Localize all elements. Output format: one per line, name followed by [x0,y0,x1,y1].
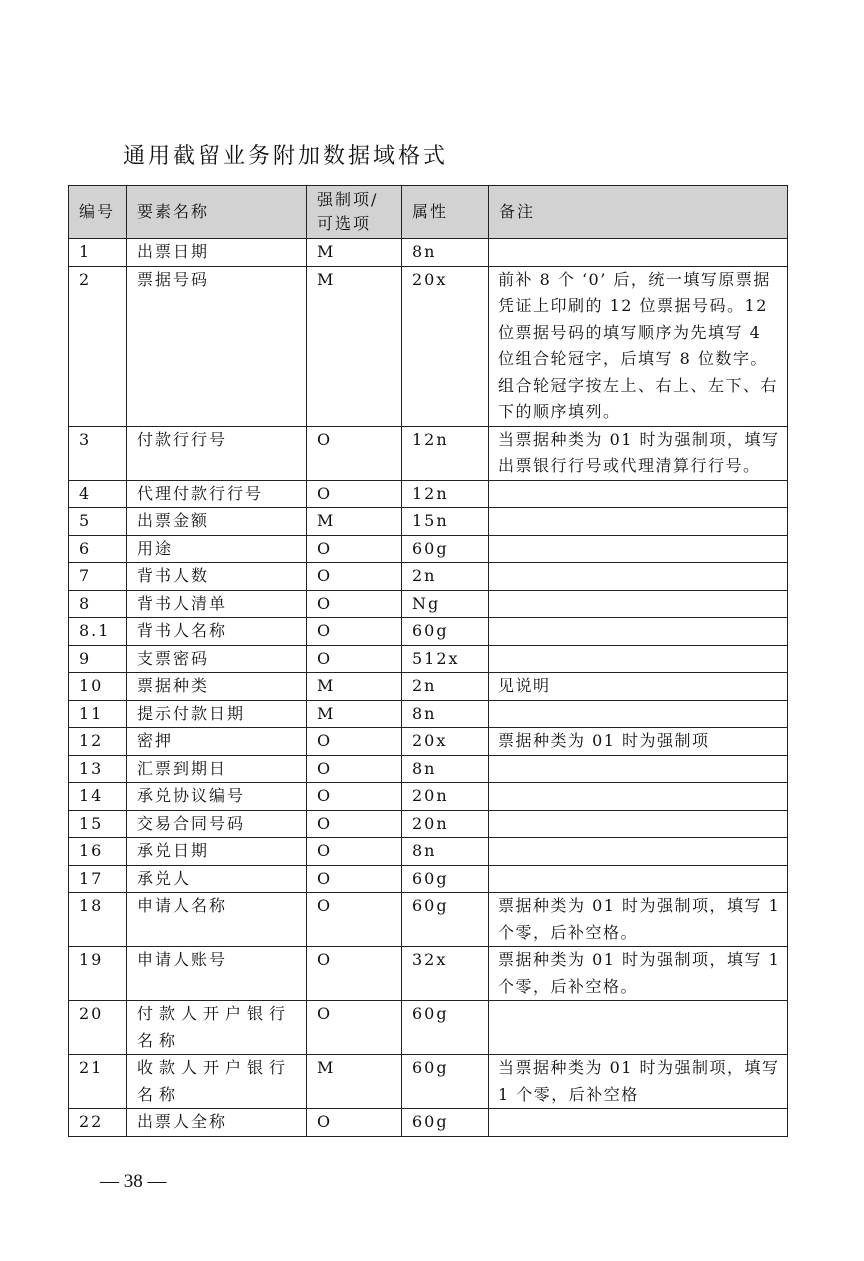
cell-name: 交易合同号码 [127,810,307,838]
table-body [69,239,788,1137]
cell-required: M [307,1055,402,1109]
cell-required: O [307,535,402,563]
cell-required: M [307,266,402,426]
cell-required: M [307,508,402,536]
cell-no: 21 [69,1055,127,1109]
cell-required: O [307,480,402,508]
cell-no: 14 [69,783,127,811]
cell-attr: 512x [402,645,489,673]
cell-no: 18 [69,893,127,947]
table-row [69,1055,788,1109]
table-row [69,535,788,563]
cell-attr: 8n [402,239,489,267]
table-row [69,590,788,618]
cell-note [489,508,788,536]
table-row [69,838,788,866]
cell-name: 付款人开户银行名称 [127,1001,307,1055]
cell-no: 2 [69,266,127,426]
cell-name: 承兑日期 [127,838,307,866]
cell-no: 17 [69,865,127,893]
cell-attr: 8n [402,838,489,866]
cell-required: O [307,1109,402,1137]
data-field-format-table [68,185,788,1137]
cell-required: M [307,673,402,701]
table-header [69,186,788,239]
cell-required: O [307,618,402,646]
cell-note [489,563,788,591]
cell-name: 出票人全称 [127,1109,307,1137]
cell-no: 12 [69,728,127,756]
cell-name: 申请人名称 [127,893,307,947]
cell-required: O [307,590,402,618]
table-header-row [69,186,788,239]
cell-no: 8 [69,590,127,618]
table-row [69,426,788,480]
page-title: 通用截留业务附加数据域格式 [123,144,449,169]
cell-required: O [307,1001,402,1055]
cell-attr: 2n [402,563,489,591]
header-no: 编号 [69,186,127,239]
cell-no: 16 [69,838,127,866]
cell-attr: 60g [402,893,489,947]
cell-note [489,480,788,508]
cell-note: 当票据种类为 01 时为强制项，填写出票银行行号或代理清算行行号。 [489,426,788,480]
cell-note [489,810,788,838]
cell-name: 出票日期 [127,239,307,267]
cell-name: 出票金额 [127,508,307,536]
cell-note: 当票据种类为 01 时为强制项，填写 1 个零，后补空格 [489,1055,788,1109]
cell-required: O [307,728,402,756]
cell-attr: 60g [402,618,489,646]
cell-note: 票据种类为 01 时为强制项 [489,728,788,756]
table-row [69,700,788,728]
table-row [69,673,788,701]
cell-note [489,755,788,783]
cell-name: 票据种类 [127,673,307,701]
cell-required: O [307,755,402,783]
cell-note [489,838,788,866]
cell-required: O [307,563,402,591]
cell-attr: 60g [402,1001,489,1055]
cell-required: O [307,838,402,866]
cell-attr: 15n [402,508,489,536]
table-row [69,865,788,893]
cell-no: 9 [69,645,127,673]
cell-required: M [307,239,402,267]
cell-note: 前补 8 个 ‘0’ 后，统一填写原票据凭证上印刷的 12 位票据号码。12 位票据号码的填写顺序为先填写 4 位组合轮冠字，后填写 8 位数字。组合轮冠字按左上、右上、左下、右下的顺序填列。 [489,266,788,426]
cell-required: O [307,426,402,480]
cell-note [489,783,788,811]
table-row [69,755,788,783]
cell-attr: 8n [402,700,489,728]
cell-required: O [307,865,402,893]
table-row [69,1109,788,1137]
cell-name: 付款行行号 [127,426,307,480]
cell-attr: 12n [402,480,489,508]
cell-attr: Ng [402,590,489,618]
cell-name: 密押 [127,728,307,756]
table-row [69,480,788,508]
cell-attr: 32x [402,947,489,1001]
cell-no: 8.1 [69,618,127,646]
table-row [69,645,788,673]
table-row [69,893,788,947]
table-row [69,266,788,426]
cell-attr: 60g [402,865,489,893]
cell-required: O [307,645,402,673]
cell-no: 5 [69,508,127,536]
cell-no: 4 [69,480,127,508]
cell-no: 15 [69,810,127,838]
table-row [69,1001,788,1055]
header-attr: 属性 [402,186,489,239]
cell-note [489,645,788,673]
cell-name: 代理付款行行号 [127,480,307,508]
cell-no: 20 [69,1001,127,1055]
cell-attr: 60g [402,1109,489,1137]
cell-name: 汇票到期日 [127,755,307,783]
cell-no: 22 [69,1109,127,1137]
cell-name: 背书人名称 [127,618,307,646]
cell-name: 承兑人 [127,865,307,893]
table-row [69,618,788,646]
cell-note [489,700,788,728]
cell-attr: 20x [402,266,489,426]
cell-note: 票据种类为 01 时为强制项，填写 1 个零，后补空格。 [489,893,788,947]
cell-name: 背书人清单 [127,590,307,618]
cell-no: 13 [69,755,127,783]
cell-note [489,1001,788,1055]
header-required: 强制项/可选项 [307,186,402,239]
cell-attr: 20x [402,728,489,756]
cell-note [489,590,788,618]
page-number: — 38 — [100,1171,167,1192]
cell-no: 1 [69,239,127,267]
cell-note [489,535,788,563]
table-row [69,728,788,756]
table-row [69,508,788,536]
table-row [69,563,788,591]
cell-attr: 20n [402,810,489,838]
cell-required: O [307,947,402,1001]
cell-required: O [307,783,402,811]
cell-note: 票据种类为 01 时为强制项，填写 1 个零，后补空格。 [489,947,788,1001]
cell-no: 10 [69,673,127,701]
cell-name: 支票密码 [127,645,307,673]
cell-name: 票据号码 [127,266,307,426]
cell-name: 提示付款日期 [127,700,307,728]
cell-attr: 8n [402,755,489,783]
cell-required: O [307,893,402,947]
cell-no: 11 [69,700,127,728]
cell-attr: 20n [402,783,489,811]
cell-attr: 2n [402,673,489,701]
cell-no: 3 [69,426,127,480]
table-row [69,783,788,811]
cell-required: M [307,700,402,728]
cell-note [489,618,788,646]
header-name: 要素名称 [127,186,307,239]
cell-note [489,1109,788,1137]
cell-note [489,239,788,267]
cell-note: 见说明 [489,673,788,701]
table-row [69,810,788,838]
cell-name: 承兑协议编号 [127,783,307,811]
cell-attr: 60g [402,535,489,563]
cell-no: 6 [69,535,127,563]
cell-no: 7 [69,563,127,591]
cell-name: 申请人账号 [127,947,307,1001]
header-note: 备注 [489,186,788,239]
cell-name: 背书人数 [127,563,307,591]
cell-required: O [307,810,402,838]
cell-note [489,865,788,893]
cell-attr: 12n [402,426,489,480]
cell-name: 用途 [127,535,307,563]
cell-name: 收款人开户银行名称 [127,1055,307,1109]
table-row [69,239,788,267]
cell-attr: 60g [402,1055,489,1109]
table-row [69,947,788,1001]
cell-no: 19 [69,947,127,1001]
